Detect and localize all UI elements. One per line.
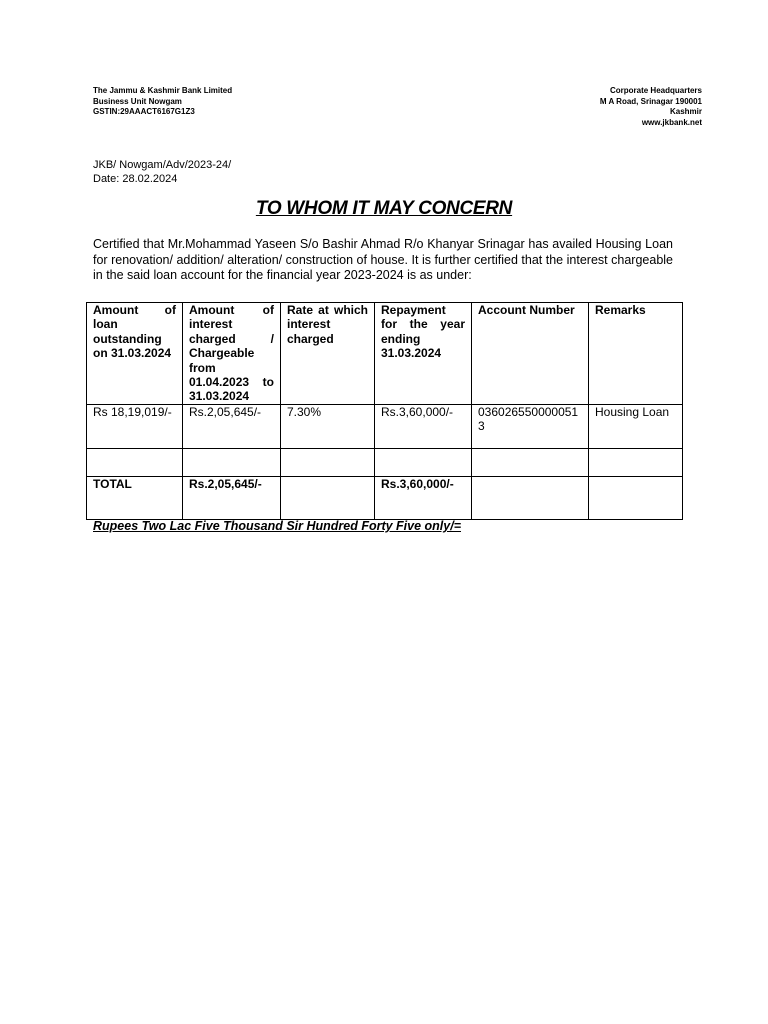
business-unit: Business Unit Nowgam: [93, 96, 182, 106]
bank-website: www.jkbank.net: [641, 117, 702, 127]
table-total-row: [87, 476, 683, 519]
header-loan-outstanding: Amount of loan outstanding on 31.03.2024: [87, 303, 183, 405]
bank-name: The Jammu & Kashmir Bank Limited: [93, 86, 233, 95]
table-row-empty: [87, 448, 683, 476]
reference-number: JKB/ Nowgam/Adv/2023-24/: [93, 159, 232, 171]
table-header-row: [87, 303, 683, 405]
cell-empty: [589, 448, 683, 476]
cell-interest-rate: 7.30%: [281, 404, 375, 448]
cell-empty: [375, 448, 472, 476]
cell-loan-outstanding: Rs 18,19,019/-: [87, 404, 183, 448]
total-label: TOTAL: [87, 476, 183, 519]
cell-empty: [281, 448, 375, 476]
page-title: TO WHOM IT MAY CONCERN: [255, 198, 513, 219]
cell-remarks: Housing Loan: [589, 404, 683, 448]
header-interest-rate: Rate at which interest charged: [281, 303, 375, 405]
certificate-body: Certified that Mr.Mohammad Yaseen S/o Bashir Ahmad R/o Khanyar Srinagar has availed Housing Loan for renovation/ addition/ alteration/ construction of house. It is further certified that the interest chargeable in the said loan account for the financial year 2023-2024 is as under:: [93, 237, 673, 283]
header-interest-charged: Amount of interest charged / Chargeable from 01.04.2023 to 31.03.2024: [183, 303, 281, 405]
hq-region: Kashmir: [669, 107, 702, 116]
table-row: [87, 404, 683, 448]
cell-empty: [87, 448, 183, 476]
total-account-empty: [472, 476, 589, 519]
total-remarks-empty: [589, 476, 683, 519]
bank-letterhead-right: [600, 86, 702, 128]
cell-empty: [472, 448, 589, 476]
reference-block: [93, 159, 231, 186]
bank-letterhead-left: [93, 86, 232, 118]
hq-label: Corporate Headquarters: [609, 86, 702, 95]
cell-empty: [183, 448, 281, 476]
header-remarks: Remarks: [589, 303, 683, 405]
total-repayment: Rs.3,60,000/-: [375, 476, 472, 519]
total-rate-empty: [281, 476, 375, 519]
header-repayment: Repayment for the year ending 31.03.2024: [375, 303, 472, 405]
hq-address: M A Road, Srinagar 190001: [599, 96, 702, 106]
cell-repayment: Rs.3,60,000/-: [375, 404, 472, 448]
cell-interest-charged: Rs.2,05,645/-: [183, 404, 281, 448]
letter-date: Date: 28.02.2024: [93, 172, 178, 185]
total-interest: Rs.2,05,645/-: [183, 476, 281, 519]
gstin: GSTIN:29AAACT6167G1Z3: [93, 107, 195, 116]
interest-table: [86, 302, 683, 520]
amount-in-words: Rupees Two Lac Five Thousand Sir Hundred Forty Five only/=: [93, 519, 461, 533]
cell-account-number: 0360265500000513: [472, 404, 589, 448]
header-account-number: Account Number: [472, 303, 589, 405]
